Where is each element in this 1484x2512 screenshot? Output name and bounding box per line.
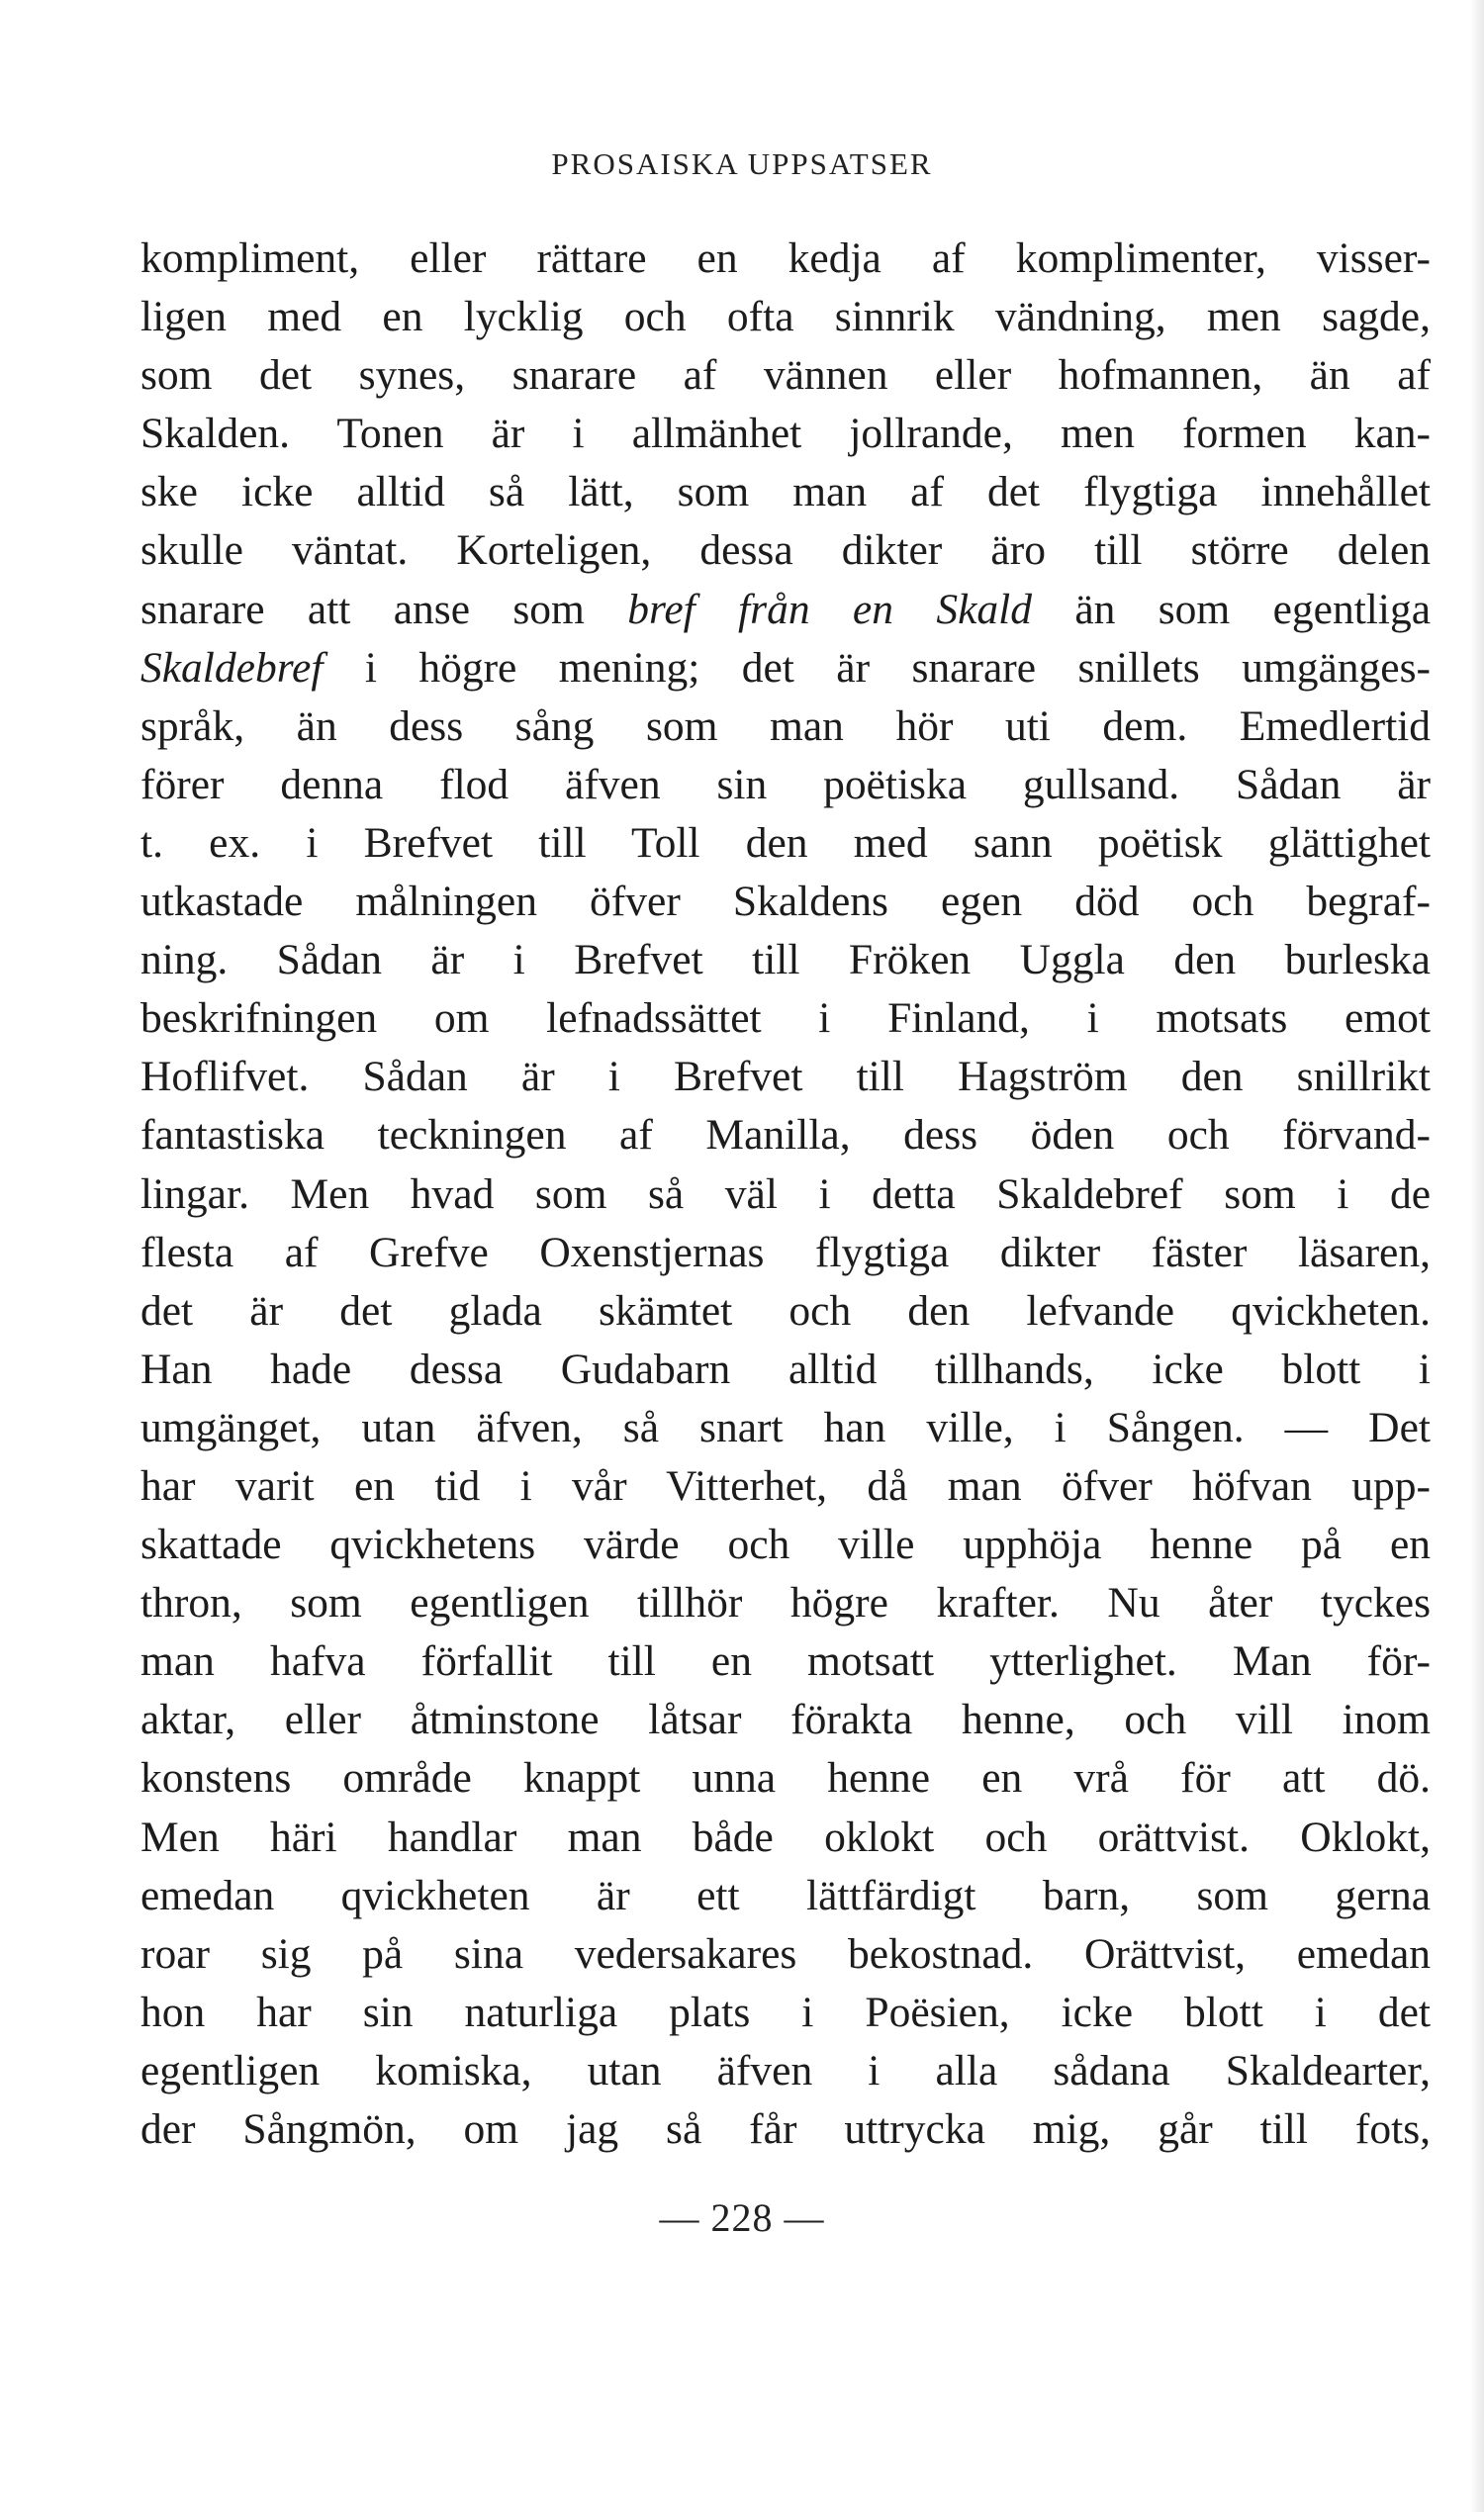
- italic-title: Skaldebref: [140, 643, 324, 692]
- text-line: förer denna flod äfven sin poëtiska gullsand. Sådan är: [140, 760, 1431, 808]
- text-line: konstens område knappt unna henne en vrå för att dö.: [140, 1754, 1431, 1803]
- text-line: hon har sin naturliga plats i Poësien, icke blott i det: [140, 1988, 1431, 2036]
- text-line: som det synes, snarare af vännen eller hofmannen, än af: [140, 351, 1431, 400]
- running-head: PROSAISKA UPPSATSER: [551, 146, 933, 181]
- text-line: språk, än dess sång som man hör uti dem. Emedlertid: [140, 701, 1431, 750]
- text-line: t. ex. i Brefvet till Toll den med sann poëtisk glättighet: [140, 818, 1431, 867]
- text-line: lingar. Men hvad som så väl i detta Skaldebref som i de: [140, 1169, 1431, 1218]
- page-number: — 228 —: [659, 2195, 825, 2240]
- text-line: ning. Sådan är i Brefvet till Fröken Uggla den burleska: [140, 936, 1431, 984]
- text-line: beskrifningen om lefnadssättet i Finland, i motsats emot: [140, 994, 1431, 1043]
- text-line: roar sig på sina vedersakares bekostnad. Orättvist, emedan: [140, 1929, 1431, 1978]
- text-line: ske icke alltid så lätt, som man af det flygtiga innehållet: [140, 468, 1431, 516]
- text-line: har varit en tid i vår Vitterhet, då man öfver höfvan upp-: [140, 1461, 1431, 1510]
- text-line: egentligen komiska, utan äfven i alla sådana Skaldearter,: [140, 2046, 1431, 2094]
- text-line: utkastade målningen öfver Skaldens egen död och begraf-: [140, 878, 1431, 926]
- text-line: Hoflifvet. Sådan är i Brefvet till Hagström den snillrikt: [140, 1053, 1431, 1101]
- italic-title: bref från en Skald: [627, 585, 1032, 633]
- text-segment: i högre mening; det är snarare snillets umgänges-: [323, 643, 1431, 692]
- text-line: flesta af Grefve Oxenstjernas flygtiga dikter fäster läsaren,: [140, 1228, 1431, 1276]
- text-line: kompliment, eller rättare en kedja af komplimenter, visser-: [140, 234, 1431, 282]
- text-line: aktar, eller åtminstone låtsar förakta henne, och vill inom: [140, 1696, 1431, 1744]
- text-line: der Sångmön, om jag så får uttrycka mig, går till fots,: [140, 2105, 1431, 2153]
- text-line: fantastiska teckningen af Manilla, dess öden och förvand-: [140, 1111, 1431, 1160]
- text-line: thron, som egentligen tillhör högre krafter. Nu åter tyckes: [140, 1579, 1431, 1628]
- text-line: skulle väntat. Korteligen, dessa dikter äro till större delen: [140, 526, 1431, 575]
- text-line: ligen med en lycklig och ofta sinnrik vändning, men sagde,: [140, 293, 1431, 341]
- text-line: man hafva förfallit till en motsatt ytterlighet. Man för-: [140, 1637, 1431, 1686]
- text-line: skattade qvickhetens värde och ville upphöja henne på en: [140, 1521, 1431, 1569]
- text-line: Skalden. Tonen är i allmänhet jollrande, men formen kan-: [140, 410, 1431, 458]
- text-segment: snarare att anse som: [140, 585, 628, 633]
- text-line: [140, 581, 1431, 639]
- text-segment: än som egentliga: [1031, 585, 1432, 633]
- text-line: Han hade dessa Gudabarn alltid tillhands, icke blott i: [140, 1345, 1431, 1393]
- text-line: umgänget, utan äfven, så snart han ville, i Sången. — Det: [140, 1403, 1431, 1451]
- text-line: [140, 639, 1431, 698]
- text-line: Men häri handlar man både oklokt och orättvist. Oklokt,: [140, 1813, 1431, 1861]
- page-edge-shadow: [1470, 0, 1484, 2512]
- text-line: emedan qvickheten är ett lättfärdigt barn, som gerna: [140, 1871, 1431, 1919]
- text-line: det är det glada skämtet och den lefvande qvickheten.: [140, 1286, 1431, 1335]
- body-text: [140, 230, 1431, 2159]
